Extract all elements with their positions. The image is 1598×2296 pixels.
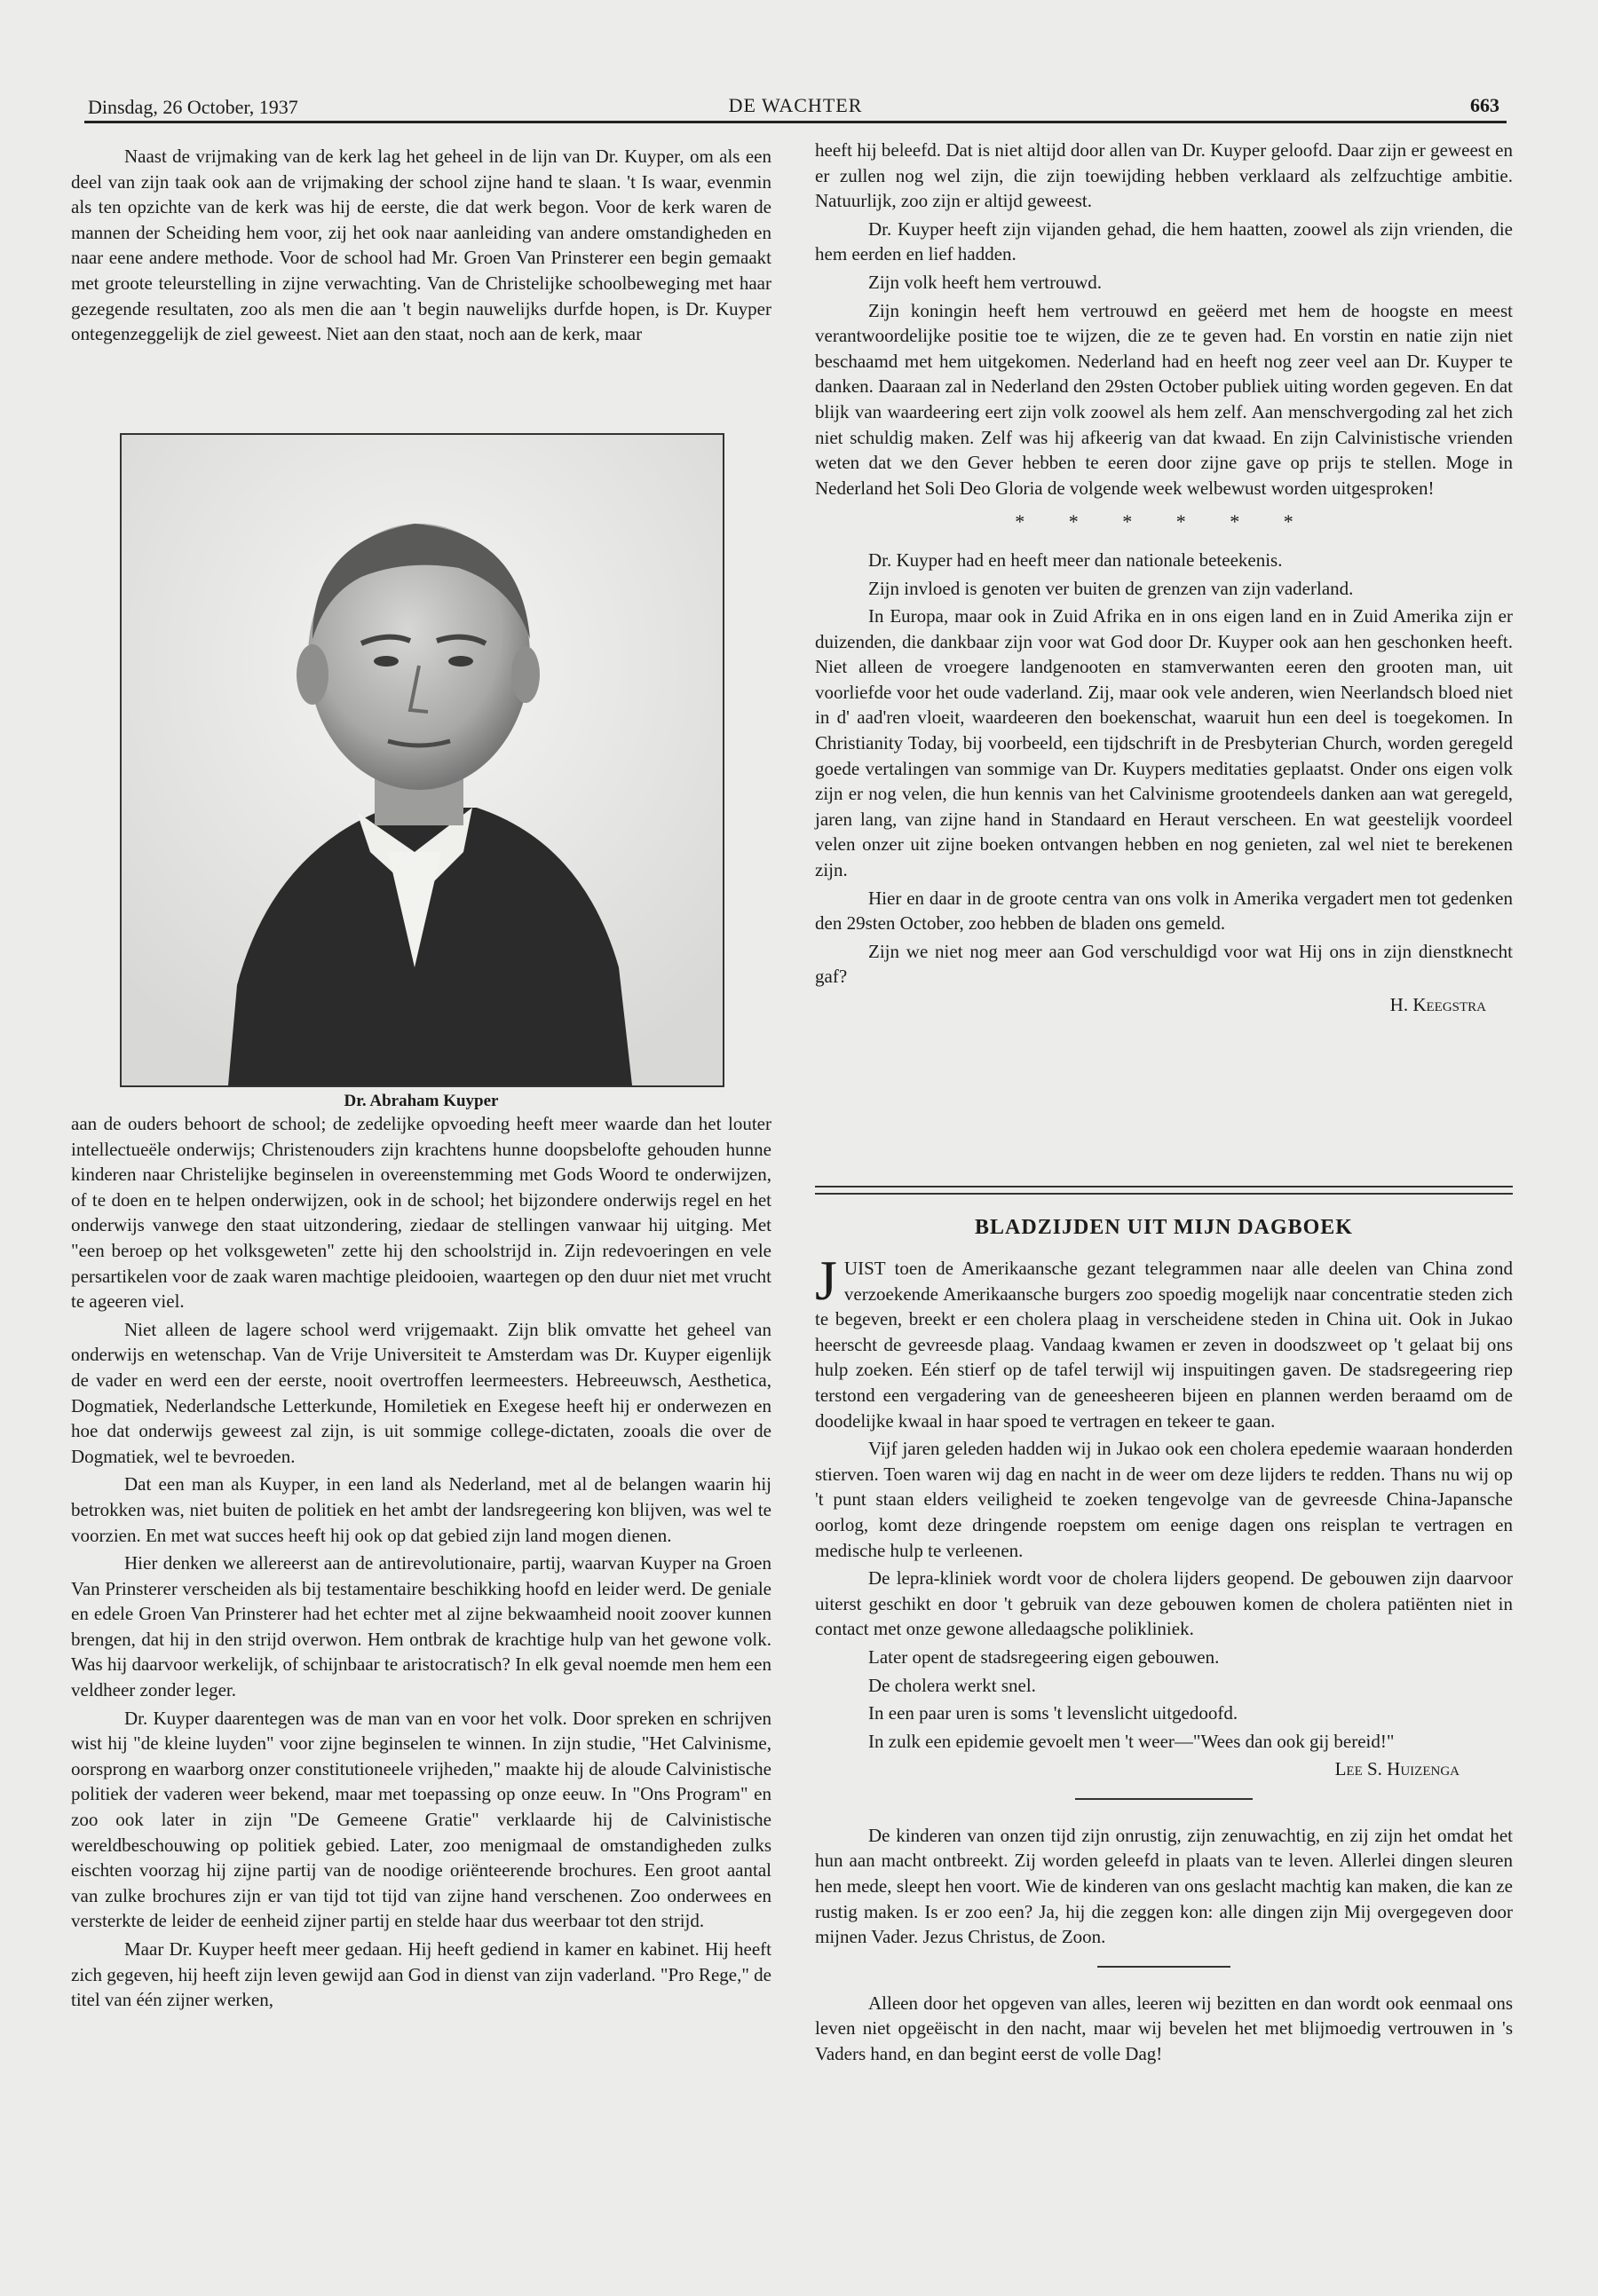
paragraph: Niet alleen de lagere school werd vrijgemaakt. Zijn blik omvatte het geheel van onderwijs en wetenschap. Van de Vrije Universiteit te Amsterdam was Dr. Kuyper eigenlijk de vader en werd een der eerste, nooit overtroffen leermeesters. Hebreeuwsch, Aesthetica, Dogmatiek, Nederlandsche Letterkunde, Homiletiek en Exegese heeft hij er onderwezen en hoe dat onderwijs geweest zal zijn, is uit sommige college-dictaten, zooals die over de Dogmatiek, wel te bevroeden.: [71, 1318, 771, 1467]
portrait-caption: Dr. Abraham Kuyper: [344, 1092, 499, 1110]
paragraph: Zijn koningin heeft hem vertrouwd en geëerd met hem de hoogste en meest verantwoordelijke positie toe te wijzen, die ze te geven had. En vorstin en natie zijn niet beschaamd met hem uitgekomen. Nederland had en heeft nog zeer veel aan Dr. Kuyper te danken. Daaraan zal in Nederland den 29sten October publiek uiting worden gegeven. En dat blijk van waardeering eert zijn volk zoowel als hem zelf. Aan menschvergoding zal het zich niet schuldig maken. Zelf was hij afkeerig van dat kwaad. En zijn Calvinistische vrienden weten dat we den Gever hebben te eeren door zijne gave op prijs te stellen. Moge in Nederland het Soli Deo Gloria de volgende week welbewust worden uitgesproken!: [815, 299, 1513, 499]
paragraph: Dr. Kuyper had en heeft meer dan nationale beteekenis.: [868, 548, 1283, 571]
paragraph: aan de ouders behoort de school; de zedelijke opvoeding heeft meer waarde dan het louter intellectueële onderwijs; Christenouders zijn krachtens hunne doopsbelofte gehouden hunne kinderen naar Christelijke beginselen in overeenstemming met Gods Woord te onderwijzen, of te doen en te helpen onderwijzen, ook in de school; het bijzondere onderwijs regel en het onderwijs vanwege den staat uitzondering, ziedaar de stellingen vanwaar hij uitging. Met "een beroep op het volksgeweten" zette hij den schoolstrijd in. Zijn redevoeringen en vele persartikelen voor de zaak waren machtige pleidooien, waartegen op den duur niet met vrucht te ageeren viel.: [71, 1113, 771, 1313]
diary-text: UIST toen de Amerikaansche gezant telegrammen naar alle deelen van China zond verzoekende Amerikaansche burgers zoo spoedig mogelijk naar concentratie steden zich te begeven, breekt er een cholera plaag in verscheidene steden in China uit. Ook in Jukao heerscht de gevreesde plaag. Vandaag kwamen er zeven in doodszweet op 't gelaat bij ons hulp zoeken. Eén stierf op de tafel terwijl wij inspuitingen gaven. De stadsregeering riep terstond een vergadering van de geneesheeren bijeen en plannen werden beraamd om de doodelijke kwaal in haar spoed te vertragen en tekeer te gaan.: [815, 1258, 1513, 1432]
paragraph: Dat een man als Kuyper, in een land als Nederland, met al de belangen waarin hij betrokken was, niet buiten de politiek en het ambt der landsregeering kon blijven, was wel te voorzien. En met wat succes heeft hij ook op dat gebied zijn land mogen dienen.: [71, 1473, 771, 1546]
diary-paragraph: [815, 1249, 1513, 1433]
left-column-bottom: [71, 1111, 771, 2016]
portrait-image: [120, 433, 724, 1087]
paragraph: Vijf jaren geleden hadden wij in Jukao ook een cholera epedemie waaraan honderden stierven. Toen waren wij dag en nacht in de weer om deze lijders te redden. Thans nu wij op 't punt staan elders veiligheid te zoeken tengevolge van de gevreesde China-Japansche oorlog, komt deze dringende roepstem om eenige dagen ons reisplan te vertragen en medische hulp te verleenen.: [815, 1438, 1513, 1561]
paragraph: Hier denken we allereerst aan de antirevolutionaire, partij, waarvan Kuyper na Groen Van Prinsterer verscheiden als bij testamentaire beschikking hoofd en leider werd. De geniale en edele Groen Van Prinsterer had het echter met al zijne bekwaamheid nooit zoover kunnen brengen, dat hij in den strijd overwon. Hem ontbrak de krachtige hulp van het gewone volk. Was hij daarvoor werkelijk, of schijnbaar te aristocratisch? In elk geval noemde men hem een veldheer zonder leger.: [71, 1552, 771, 1701]
portrait-illustration: [122, 435, 723, 1085]
paragraph: Zijn invloed is genoten ver buiten de grenzen van zijn vaderland.: [868, 577, 1354, 599]
short-rule-divider: [1097, 1966, 1230, 1968]
paragraph: Dr. Kuyper daarentegen was de man van en voor het volk. Door spreken en schrijven wist hij "de kleine luyden" voor zijne beginselen te winnen. In zijn studie, "Het Calvinisme, oorsprong en waarborg onzer constitutioneele vrijheden," maakte hij de aloude Calvinistische politiek der vaderen weer bekend, maar met toepassing op onze eeuw. In "Ons Program" en zoo ook later in zijn "De Gemeene Gratie" verklaarde hij de Calvinistische wereldbeschouwing op politiek gebied. Later, zoo menigmaal de omstandigheden zulks eischten voorzag hij zijne partij van de noodige oriënteerende brochures. Een groot aantal van zulke brochures zijn er van tijd tot tijd van zijne hand verschenen. Zoo onderwees en versterkte de leider de eenheid zijner partij en stelde haar dus weerbaar tot den strijd.: [71, 1707, 771, 1932]
paragraph: Later opent de stadsregeering eigen gebouwen.: [868, 1645, 1220, 1668]
paragraph: heeft hij beleefd. Dat is niet altijd door allen van Dr. Kuyper geloofd. Daar zijn er geweest en er zullen nog wel zijn, die zijn toewijding hebben verklaard als zelfzuchtige ambitie. Natuurlijk, zoo zijn er altijd geweest.: [815, 139, 1513, 212]
paragraph: In Europa, maar ook in Zuid Afrika en in ons eigen land en in Zuid Amerika zijn er duizenden, die dankbaar zijn voor wat God door Dr. Kuyper ook aan hen geschonken heeft. Niet alleen de vroegere landgenooten en stamverwanten eeren den grooten man, uit voorliefde voor het oude vaderland. Zij, maar ook vele anderen, wien Neerlandsch bloed niet in d' aad'ren vloeit, waardeeren den boekenschat, waaruit hun een deel is toegekomen. In Christianity Today, bij voorbeeld, een tijdschrift in de Presbyterian Church, worden geregeld goede vertalingen van sommige van Dr. Kuypers meditaties geplaatst. Onder ons eigen volk zijn er nog velen, die hun kennis van het Calvinisme grootendeels danken aan wat geregeld, jaren lang, van zijne hand in Standaard en Heraut verscheen. En wat geestelijk voordeel velen onzer uit zijne boeken ontvangen hebben en nog genieten, zal wel niet te berekenen zijn.: [815, 605, 1513, 881]
right-column-top: [815, 138, 1513, 1018]
header-page-number: 663: [1470, 94, 1499, 116]
left-column-top: [71, 144, 771, 350]
paragraph: Zijn volk heeft hem vertrouwd.: [868, 271, 1103, 293]
paragraph: In zulk een epidemie gevoelt men 't weer—"Wees dan ook gij bereid!": [868, 1730, 1395, 1752]
paragraph: De cholera werkt snel.: [868, 1674, 1036, 1696]
page-header: [84, 94, 1507, 123]
author-signature: H. Keegstra: [1389, 994, 1486, 1015]
author-signature: Lee S. Huizenga: [1334, 1758, 1460, 1780]
right-column-bottom: [815, 1249, 1513, 2070]
paragraph: Maar Dr. Kuyper heeft meer gedaan. Hij heeft gediend in kamer en kabinet. Hij heeft zich gegeven, hij heeft zijn leven gewijd aan God in dienst van zijn vaderland. "Pro Rege," de titel van één zijner werken,: [71, 1938, 771, 2011]
short-rule-divider: [1075, 1798, 1253, 1800]
paragraph: Dr. Kuyper heeft zijn vijanden gehad, die hem haatten, zoowel als zijn vrienden, die hem eerden en lief hadden.: [815, 217, 1513, 265]
drop-cap: J: [815, 1249, 837, 1312]
paragraph: Hier en daar in de groote centra van ons volk in Amerika vergadert men tot gedenken den 29sten October, zoo hebben de bladen ons gemeld.: [815, 887, 1513, 935]
header-date: Dinsdag, 26 October, 1937: [88, 96, 298, 118]
paragraph: Naast de vrijmaking van de kerk lag het geheel in de lijn van Dr. Kuyper, om als een deel van zijn taak ook aan de vrijmaking der school zijne hand te slaan. 't Is waar, evenmin als ten opzichte van de kerk was hij de eerste, die dat werk begon. Voor de kerk waren de mannen der Scheiding hem voor, zij het ook naar aanleiding van andere omstandigheden en naar eene andere methode. Voor de school had Mr. Groen Van Prinsterer een begin gemaakt met groote teleurstelling in zijne verwachting. Van de Christelijke schoolbeweging met haar gezegende resultaten, zoo als men die aan 't begin nauwelijks durfde hopen, is Dr. Kuyper ontegenzeggelijk de ziel geweest. Niet aan den staat, noch aan de kerk, maar: [71, 146, 771, 345]
section-break-stars: * * * * * *: [1015, 510, 1313, 533]
paragraph: De lepra-kliniek wordt voor de cholera lijders geopend. De gebouwen zijn daarvoor uiterst geschikt en door 't gebruik van deze gebouwen komen de cholera patiënten niet in contact met onze gewone alledaagsche polikliniek.: [815, 1567, 1513, 1640]
paragraph: Zijn we niet nog meer aan God verschuldigd voor wat Hij ons in zijn dienstknecht gaf?: [815, 940, 1513, 988]
header-title: DE WACHTER: [728, 94, 863, 116]
double-rule-divider: [815, 1186, 1513, 1195]
section-title: BLADZIJDEN UIT MIJN DAGBOEK: [975, 1216, 1353, 1239]
paragraph: In een paar uren is soms 't levenslicht uitgedoofd.: [868, 1702, 1238, 1724]
paragraph: De kinderen van onzen tijd zijn onrustig, zijn zenuwachtig, en zij zijn het omdat het hun aan macht ontbreekt. Zij worden geleefd in plaats van te leven. Allerlei dingen sleuren hen mede, sleept hen voort. Wie de kinderen van ons geslacht machtig kan maken, die kan ze rustig maken. Is er zoo een? Ja, hij die zeggen kon: alle dingen zijn Mij overgegeven door mijnen Vader. Jezus Christus, de Zoon.: [815, 1824, 1513, 1948]
paragraph: Alleen door het opgeven van alles, leeren wij bezitten en dan wordt ook eenmaal ons leven niet opgeëischt in den nacht, maar wij bevelen het met blijmoedig vertrouwen in 's Vaders hand, en dan begint eerst de volle Dag!: [815, 1992, 1513, 2065]
